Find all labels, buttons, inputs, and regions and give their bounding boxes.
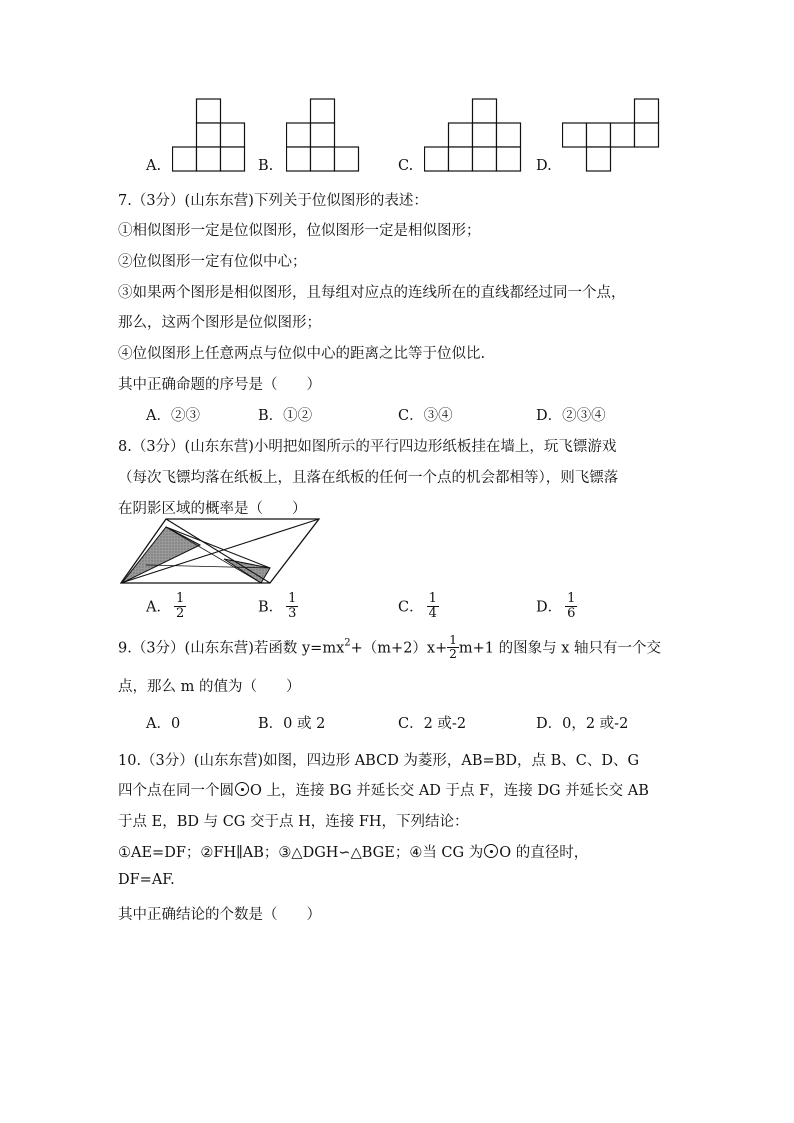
q7-statement-3b: 那么，这两个图形是位似图形； (118, 315, 321, 331)
q9-option-d[interactable]: D．0，2 或-2 (536, 716, 629, 732)
q10-stem-line-2: 四个点在同一个圆 O 上，连接 BG 并延长交 AD 于点 F，连接 DG 并延长交 AB (118, 783, 649, 799)
q8-option-b[interactable] (258, 592, 298, 620)
q9-option-c[interactable]: C．2 或-2 (398, 716, 467, 732)
q8-option-d[interactable] (536, 592, 577, 620)
q7-statement-1: ①相似图形一定是位似图形，位似图形一定是相似图形； (118, 223, 481, 239)
q10-stem-line-3: 于点 E，BD 与 CG 交于点 H，连接 FH，下列结论： (118, 814, 469, 830)
q6-option-c-figure (424, 98, 523, 172)
q6-option-d-label[interactable]: D. (536, 158, 552, 174)
q7-option-c[interactable]: C．③④ (398, 408, 453, 424)
q7-question: 其中正确命题的序号是（ ） (118, 377, 321, 393)
q8-option-c[interactable] (398, 592, 439, 620)
q8-option-b-label: B． (258, 599, 284, 616)
q8-stem-line-1: 8.（3分）(山东东营)小明把如图所示的平行四边形纸板挂在墙上，玩飞镖游戏 (118, 439, 617, 455)
q7-statement-2: ②位似图形一定有位似中心； (118, 254, 307, 270)
q10-conclusions-line: ①AE=DF；②FH∥AB；③△DGH∽△BGE；④当 CG 为 O 的直径时， (118, 845, 589, 861)
q6-option-b-label[interactable]: B. (258, 158, 274, 174)
q8-option-a-fraction: $\frac{1}{2}$ (175, 591, 185, 621)
q8-option-a-label: A． (146, 599, 171, 616)
q9-fraction: $\frac{1}{2}$ (449, 633, 457, 661)
q8-option-d-label: D． (536, 599, 563, 616)
q7-option-d[interactable]: D．②③④ (536, 408, 606, 424)
q6-option-b-figure (286, 98, 361, 172)
q10-conclusion-continued: DF=AF. (118, 872, 175, 888)
q7-stem: 7.（3分）(山东东营)下列关于位似图形的表述： (118, 193, 428, 209)
q8-option-d-fraction: $\frac{1}{6}$ (567, 591, 576, 621)
q8-stem-line-2: （每次飞镖均落在纸板上，且落在纸板的任何一个点的机会都相等），则飞镖落 (118, 470, 619, 486)
q8-parallelogram-figure (118, 518, 322, 586)
q8-shaded-region-right (224, 559, 270, 583)
q8-stem-line-3: 在阴影区域的概率是（ ） (118, 501, 307, 517)
q8-option-b-fraction: $\frac{1}{3}$ (288, 591, 297, 621)
q9-option-b[interactable]: B．0 或 2 (258, 716, 326, 732)
q10-stem-line-1: 10.（3分）(山东东营)如图，四边形 ABCD 为菱形，AB=BD，点 B、C、D、G (118, 753, 640, 769)
q7-statement-3a: ③如果两个图形是相似图形，且每组对应点的连线所在的直线都经过同一个点， (118, 285, 626, 301)
q7-option-a[interactable]: A．②③ (146, 408, 200, 424)
q7-statement-4: ④位似图形上任意两点与位似中心的距离之比等于位似比. (118, 346, 486, 362)
circle-symbol-icon (484, 844, 498, 858)
circle-symbol-icon (235, 782, 249, 796)
q9-exponent: 2 (344, 637, 351, 649)
q6-option-d-figure (562, 98, 661, 172)
q8-option-a[interactable] (146, 592, 186, 620)
q9-stem-line-1: 9.（3分）(山东东营)若函数 $y=mx^2+(m+2)x+$ $\frac{1}{2}$ m+1 的图象与 x 轴只有一个交 (118, 633, 662, 661)
q9-stem-line-2: 点，那么 m 的值为（ ） (118, 679, 301, 695)
q7-option-b[interactable]: B．①② (258, 408, 313, 424)
q8-option-c-fraction: $\frac{1}{4}$ (428, 591, 437, 621)
q9-option-a[interactable]: A．0 (146, 716, 181, 732)
q6-option-a-figure (172, 98, 247, 172)
q6-option-a-label[interactable]: A. (146, 158, 162, 174)
q6-option-c-label[interactable]: C. (398, 158, 414, 174)
q8-option-c-label: C． (398, 599, 424, 616)
q10-question: 其中正确结论的个数是（ ） (118, 907, 321, 923)
